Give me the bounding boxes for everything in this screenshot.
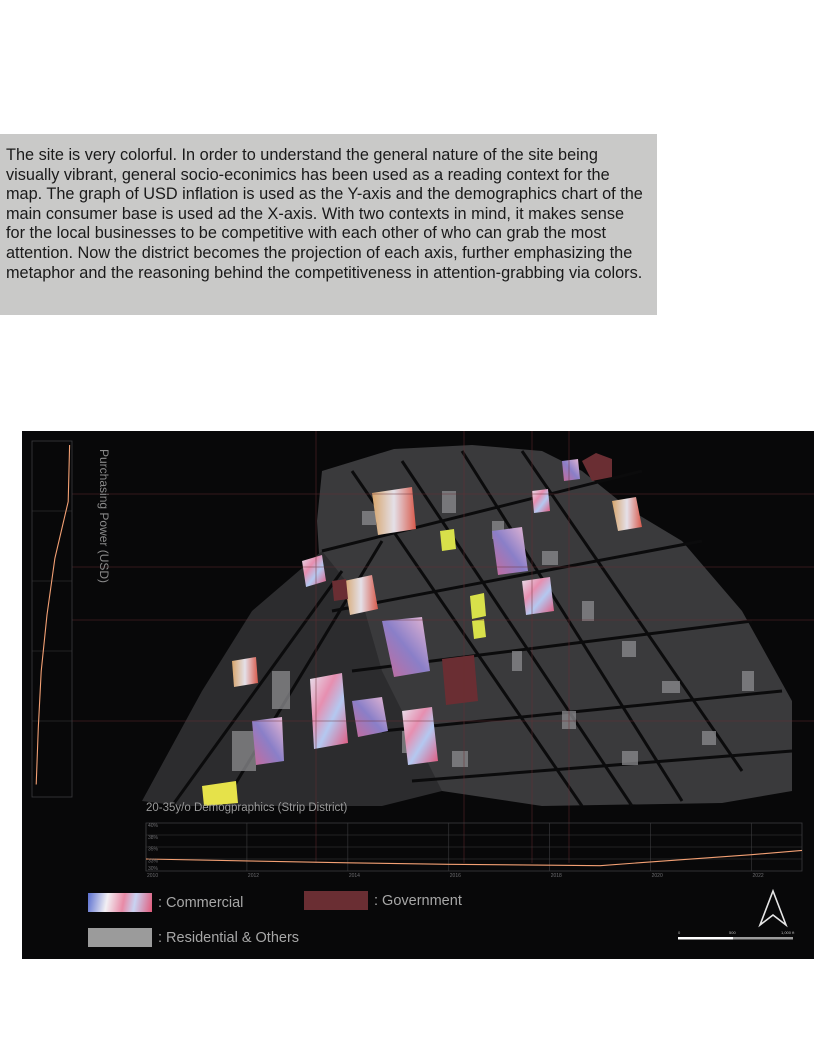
- x-tick-label: 2016: [449, 873, 461, 879]
- x-tick-label: 2022: [752, 873, 764, 879]
- y-axis-chart: [32, 441, 72, 797]
- y-tick-label: 33%: [148, 858, 159, 865]
- residential-swatch: [88, 928, 152, 947]
- x-tick-label: 2014: [348, 873, 360, 879]
- x-axis-chart: [146, 823, 802, 879]
- demographics-line: [146, 850, 802, 865]
- north-arrow-icon: [758, 889, 788, 929]
- x-tick-label: 2020: [651, 873, 663, 879]
- legend-government-label: : Government: [374, 892, 462, 909]
- y-axis-title: Purchasing Power (USD): [97, 449, 111, 584]
- legend-residential: [88, 928, 299, 947]
- y-tick-label: 35%: [148, 846, 159, 853]
- y-tick-label: 30%: [148, 866, 159, 872]
- x-tick-label: 2010: [147, 873, 159, 879]
- government-swatch: [304, 891, 368, 910]
- description-panel: [0, 134, 657, 315]
- purchasing-power-line: [36, 445, 69, 785]
- y-tick-label: 40%: [148, 823, 159, 829]
- description-text: The site is very colorful. In order to understand the general nature of the site being visually vibrant, general socio-econimics has been used as a reading context for the map. The graph of USD inflation is used as the Y-axis and the demographics chart of the main consumer base is used ad the X-axis. With two contexts in mind, it makes sense for the local businesses to be competitive with each other of who can grab the most attention. Now the district becomes the projection of each axis, further emphasizing the metaphor and the reasoning behind the competitiveness in attention-grabbing via colors.: [6, 146, 643, 282]
- legend-commercial: [88, 893, 243, 912]
- scale-bar: [677, 928, 797, 944]
- map-graphic: [22, 431, 814, 959]
- commercial-swatch: [88, 893, 152, 912]
- x-tick-label: 2012: [247, 873, 260, 879]
- legend-residential-label: : Residential & Others: [158, 929, 300, 946]
- scale-label-1000: 1,000 ft: [781, 930, 795, 935]
- y-tick-label: 38%: [148, 834, 159, 841]
- scale-label-500: 500: [729, 930, 736, 935]
- legend-commercial-label: : Commercial: [158, 894, 244, 911]
- scale-label-0: 0: [678, 930, 681, 935]
- site-map: [22, 431, 814, 959]
- x-axis-title: 20-35y/o Demogpraphics (Strip District): [146, 802, 348, 814]
- x-tick-label: 2018: [550, 873, 562, 879]
- legend-government: [304, 891, 462, 910]
